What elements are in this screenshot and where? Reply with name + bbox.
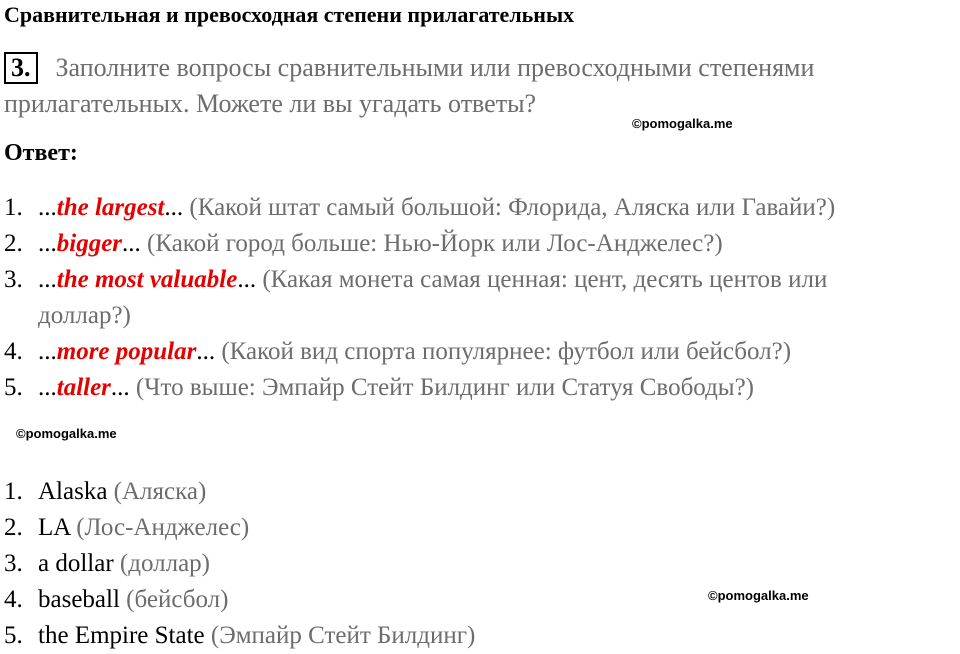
- answer-label: Ответ:: [4, 140, 78, 166]
- ellipsis: ...: [38, 338, 57, 365]
- item-number: 1.: [4, 194, 23, 221]
- answer-english: baseball: [38, 586, 120, 613]
- question-item: [0, 370, 754, 406]
- watermark: ©pomogalka.me: [632, 116, 733, 131]
- question-item: [0, 334, 791, 370]
- page-title: Сравнительная и превосходная степени прилагательных: [4, 2, 575, 27]
- item-number: 4.: [4, 586, 23, 613]
- item-number: 5.: [4, 374, 23, 401]
- answer-russian: (Аляска): [107, 478, 207, 505]
- ellipsis: ...: [38, 230, 57, 257]
- answer-keyword: the largest: [56, 194, 165, 221]
- answer-keyword: bigger: [56, 230, 123, 257]
- item-number: 3.: [4, 266, 23, 293]
- task-instruction-line1: [4, 50, 814, 86]
- question-item: [0, 262, 827, 298]
- answer-english: the Empire State: [38, 622, 205, 649]
- ellipsis: ...: [110, 374, 130, 401]
- question-item: [0, 190, 835, 226]
- ellipsis: ...: [164, 194, 184, 221]
- item-number: 3.: [4, 550, 23, 577]
- answer-item: [0, 546, 210, 582]
- ellipsis: ...: [237, 266, 257, 293]
- watermark: ©pomogalka.me: [16, 426, 117, 441]
- answer-russian: (бейсбол): [119, 586, 229, 613]
- answer-russian: (Лос-Анджелес): [69, 514, 250, 541]
- answer-item: [0, 474, 206, 510]
- answer-russian: (доллар): [113, 550, 211, 577]
- question-text: (Какой город больше: Нью-Йорк или Лос-Анджелес?): [140, 230, 723, 257]
- ellipsis: ...: [38, 194, 57, 221]
- answer-english: a dollar: [38, 550, 114, 577]
- question-text: (Какой вид спорта популярнее: футбол или бейсбол?): [215, 338, 792, 365]
- question-text: (Что выше: Эмпайр Стейт Билдинг или Статуя Свободы?): [129, 374, 755, 401]
- answer-item: [0, 510, 249, 546]
- ellipsis: ...: [38, 266, 57, 293]
- ellipsis: ...: [122, 230, 141, 257]
- item-number: 5.: [4, 622, 23, 649]
- answer-item: [0, 582, 228, 618]
- ellipsis: ...: [196, 338, 216, 365]
- answer-russian: (Эмпайр Стейт Билдинг): [204, 622, 476, 649]
- item-number: 2.: [4, 230, 23, 257]
- item-number: 2.: [4, 514, 23, 541]
- question-text: (Какая монета самая ценная: цент, десять центов или: [256, 266, 828, 293]
- item-number: 1.: [4, 478, 23, 505]
- item-number: 4.: [4, 338, 23, 365]
- question-text-continuation: доллар?): [38, 302, 131, 329]
- answer-keyword: more popular: [56, 338, 197, 365]
- question-item: [0, 226, 723, 262]
- watermark: ©pomogalka.me: [708, 588, 809, 603]
- task-number: 3.: [4, 52, 38, 84]
- question-text: (Какой штат самый большой: Флорида, Аляска или Гавайи?): [183, 194, 836, 221]
- task-text-1: Заполните вопросы сравнительными или превосходными степенями: [55, 53, 815, 82]
- task-text-2: прилагательных. Можете ли вы угадать ответы?: [4, 89, 537, 118]
- answer-keyword: the most valuable: [56, 266, 238, 293]
- answer-keyword: taller: [56, 374, 111, 401]
- answer-item: [0, 618, 475, 654]
- answer-english: Alaska: [38, 478, 108, 505]
- ellipsis: ...: [38, 374, 57, 401]
- answer-english: LA: [38, 514, 70, 541]
- task-instruction-line2: [4, 86, 536, 122]
